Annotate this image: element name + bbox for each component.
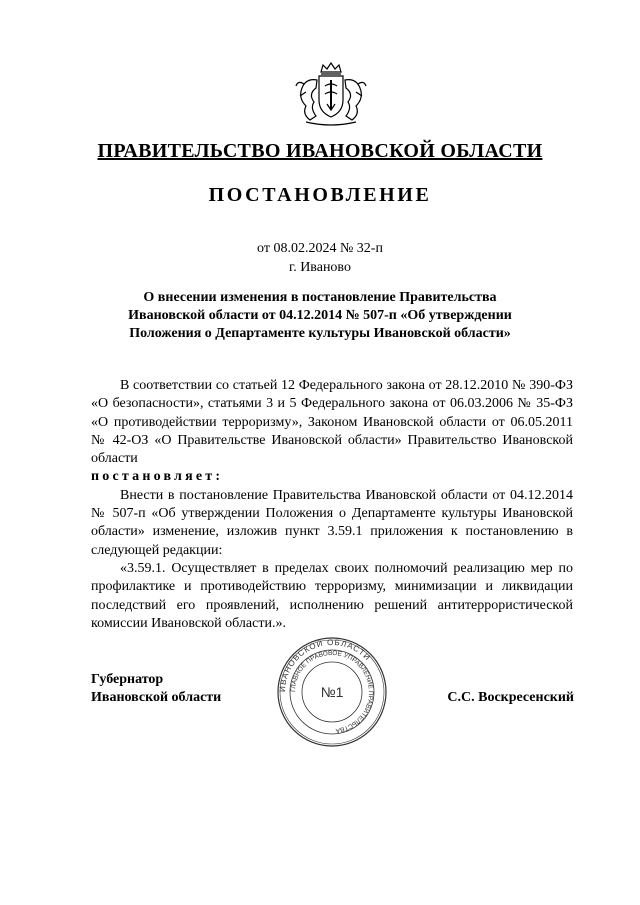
- preamble-paragraph: В соответствии со статьей 12 Федерального закона от 28.12.2010 № 390-ФЗ «О безопасности», статьями 3 и 5 Федерального закона от 06.03.2006 № 35-ФЗ «О противодействии терроризму», Законом Ивановской области от 06.05.2011 № 42-ОЗ «О Правительстве Ивановской области» Правительство Ивановской области: [91, 378, 573, 467]
- operative-paragraph: Внести в постановление Правительства Ивановской области от 04.12.2014 № 507-п «Об утверждении Положения о Департаменте культуры Ивановской области» изменение, изложив пункт 3.59.1 приложения к постановлению в следующей редакции:: [91, 487, 573, 558]
- stamp-number: №1: [320, 684, 344, 700]
- document-body: [91, 377, 573, 633]
- official-stamp: [276, 636, 388, 748]
- document-subject: [90, 289, 550, 343]
- coat-of-arms-emblem: [292, 62, 370, 128]
- subject-line: О внесении изменения в постановление Правительства: [143, 290, 497, 305]
- subject-line: Ивановской области от 04.12.2014 № 507-п «Об утверждении: [128, 308, 512, 323]
- document-meta: [0, 239, 640, 277]
- amendment-paragraph: «3.59.1. Осуществляет в пределах своих полномочий реализацию мер по профилактике и противодействию терроризму, минимизации и ликвидации последствий его проявлений, исполнению решений антитеррористической комиссии Ивановской области.».: [91, 560, 573, 631]
- signatory-name: С.С. Воскресенский: [447, 690, 574, 705]
- stamp-outer-text: ИВАНОВСКОЙ ОБЛАСТИ: [277, 637, 373, 693]
- city-line: г. Иваново: [289, 260, 351, 275]
- date-number-line: от 08.02.2024 № 32-п: [257, 241, 383, 256]
- signatory-title-line: Губернатор: [91, 672, 164, 687]
- document-type-heading: ПОСТАНОВЛЕНИЕ: [208, 184, 432, 206]
- signatory-title: [91, 671, 221, 707]
- subject-line: Положения о Департаменте культуры Ивановской области»: [129, 326, 511, 341]
- stamp-inner-text: ГЛАВНОЕ ПРАВОВОЕ УПРАВЛЕНИЕ ПРАВИТЕЛЬСТВА: [289, 649, 375, 734]
- signatory-title-line: Ивановской области: [91, 690, 222, 705]
- organization-title: ПРАВИТЕЛЬСТВО ИВАНОВСКОЙ ОБЛАСТИ: [97, 140, 543, 162]
- decree-word: постановляет:: [91, 469, 224, 485]
